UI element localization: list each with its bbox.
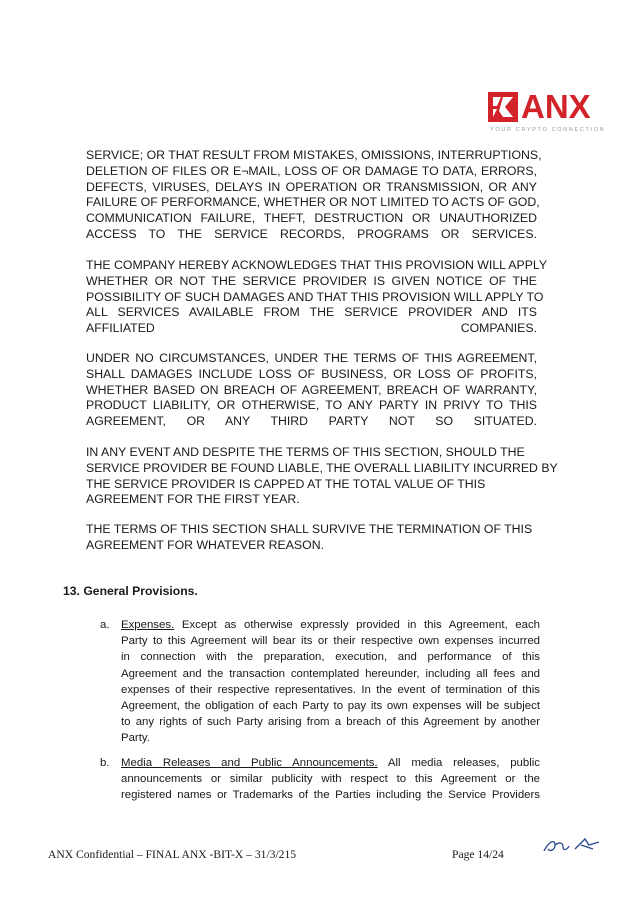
paragraph-line: DEFECTS, VIRUSES, DELAYS IN OPERATION OR TRANSMISSION, OR ANY bbox=[86, 179, 537, 194]
item-line: in connection with the preparation, execution, and performance of this bbox=[121, 651, 540, 664]
item-letter: b. bbox=[100, 757, 110, 769]
item-line: Agreement, the obligation of each Party to pay its own expenses will be subject bbox=[121, 700, 540, 713]
item-letter: a. bbox=[100, 619, 110, 631]
paragraph-line: WHETHER OR NOT THE SERVICE PROVIDER IS GIVEN NOTICE OF THE bbox=[86, 273, 537, 288]
paragraph-line: THE COMPANY HEREBY ACKNOWLEDGES THAT THIS PROVISION WILL APPLY bbox=[86, 258, 548, 272]
paragraph-line: AGREEMENT, OR ANY THIRD PARTY NOT SO SITUATED. bbox=[86, 414, 537, 429]
liability-paragraph-3 bbox=[86, 351, 537, 430]
item-first-line-text: Except as otherwise expressly provided in this Agreement, each bbox=[174, 619, 540, 631]
paragraph-line: SHALL DAMAGES INCLUDE LOSS OF BUSINESS, OR LOSS OF PROFITS, bbox=[86, 366, 537, 381]
paragraph-line: DELETION OF FILES OR E¬MAIL, LOSS OF OR DAMAGE TO DATA, ERRORS, bbox=[86, 163, 537, 178]
item-title: Media Releases and Public Announcements. bbox=[121, 757, 378, 769]
paragraph-line: FAILURE OF PERFORMANCE, WHETHER OR NOT LIMITED TO ACTS OF GOD, bbox=[86, 195, 540, 210]
item-first-line-text: All media releases, public bbox=[377, 757, 540, 769]
paragraph-line: PRODUCT LIABILITY, OR OTHERWISE, TO ANY PARTY IN PRIVY TO THIS bbox=[86, 398, 537, 413]
paragraph-line: AGREEMENT FOR WHATEVER REASON. bbox=[86, 537, 324, 552]
liability-paragraph-4 bbox=[86, 445, 558, 508]
paragraph-line: AGREEMENT FOR THE FIRST YEAR. bbox=[86, 492, 300, 507]
footer-confidential-label: ANX Confidential – FINAL ANX -BIT-X – 31/3/215 bbox=[48, 848, 297, 861]
paragraph-line: SERVICE PROVIDER BE FOUND LIABLE, THE OVERALL LIABILITY INCURRED BY bbox=[86, 460, 558, 475]
paragraph-line: POSSIBILITY OF SUCH DAMAGES AND THAT THIS PROVISION WILL APPLY TO bbox=[86, 289, 544, 304]
paragraph-line: ALL SERVICES AVAILABLE FROM THE SERVICE PROVIDER AND ITS bbox=[86, 305, 537, 320]
item-first-line bbox=[121, 755, 540, 771]
anx-brand-text: ANX bbox=[521, 88, 591, 125]
item-line: to any rights of such Party arising from a breach of this Agreement by another bbox=[121, 716, 540, 729]
paragraph-line: ACCESS TO THE SERVICE RECORDS, PROGRAMS OR SERVICES. bbox=[86, 226, 537, 241]
paragraph-line: COMMUNICATION FAILURE, THEFT, DESTRUCTION OR UNAUTHORIZED bbox=[86, 211, 537, 226]
paragraph-line: WHETHER BASED ON BREACH OF AGREEMENT, BREACH OF WARRANTY, bbox=[86, 382, 537, 397]
item-line: expenses of their respective representatives. In the event of termination of this bbox=[121, 683, 540, 696]
liability-paragraph-5 bbox=[86, 522, 537, 554]
paragraph-line: AFFILIATED COMPANIES. bbox=[86, 321, 537, 336]
item-line: registered names or Trademarks of the Parties including the Service Providers bbox=[121, 789, 540, 802]
item-line: Agreement and the transaction contemplated hereunder, including all fees and bbox=[121, 667, 540, 680]
liability-paragraph-2 bbox=[86, 258, 548, 337]
item-line: announcements or similar publicity with respect to this Agreement or the bbox=[121, 773, 540, 786]
handwritten-initials-icon bbox=[541, 833, 605, 857]
paragraph-line: THE SERVICE PROVIDER IS CAPPED AT THE TOTAL VALUE OF THIS bbox=[86, 476, 486, 491]
paragraph-line: SERVICE; OR THAT RESULT FROM MISTAKES, OMISSIONS, INTERRUPTIONS, bbox=[86, 148, 542, 162]
paragraph-line: THE TERMS OF THIS SECTION SHALL SURVIVE THE TERMINATION OF THIS bbox=[86, 522, 533, 536]
item-line: Party to this Agreement will bear its or their respective own expenses incurred bbox=[121, 635, 540, 648]
paragraph-line: IN ANY EVENT AND DESPITE THE TERMS OF THIS SECTION, SHOULD THE bbox=[86, 445, 525, 459]
item-body bbox=[121, 617, 540, 747]
item-title: Expenses. bbox=[121, 619, 175, 631]
liability-paragraph-1 bbox=[86, 148, 542, 243]
page-number: Page 14/24 bbox=[452, 848, 504, 861]
anx-tagline: YOUR CRYPTO CONNECTION bbox=[490, 127, 606, 133]
item-first-line bbox=[121, 617, 540, 633]
item-body bbox=[121, 755, 540, 804]
item-line: Party. bbox=[121, 732, 150, 745]
anx-logo bbox=[488, 88, 616, 140]
paragraph-line: UNDER NO CIRCUMSTANCES, UNDER THE TERMS OF THIS AGREEMENT, bbox=[86, 351, 537, 365]
anx-logo-mark-icon bbox=[488, 92, 518, 122]
section-heading: 13. General Provisions. bbox=[63, 584, 198, 598]
